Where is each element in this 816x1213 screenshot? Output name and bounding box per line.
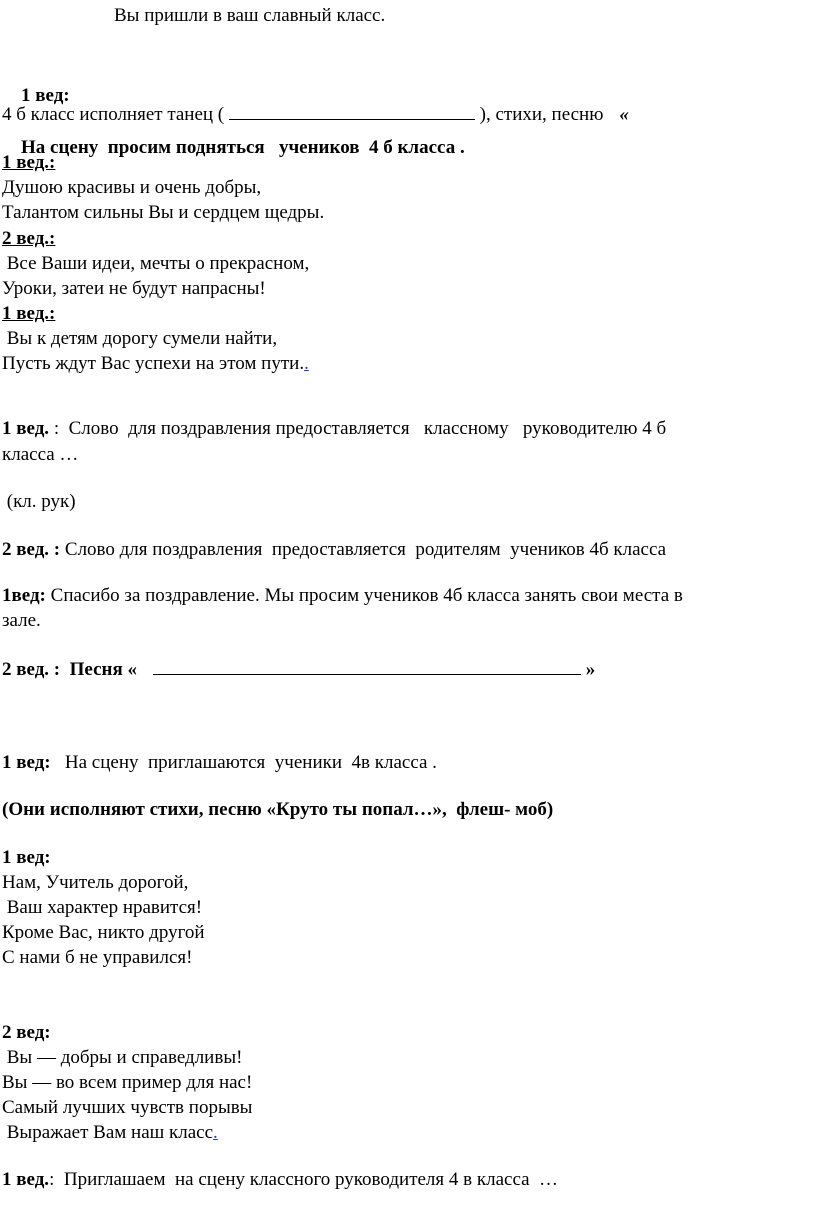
invite-text: : Приглашаем на сцену классного руководителя 4 в класса … xyxy=(49,1169,559,1190)
performance-note-4v: (Они исполняют стихи, песню «Круто ты попал…», флеш- моб) xyxy=(2,799,554,820)
open-quote: « xyxy=(619,104,629,125)
close-quote: » xyxy=(581,659,596,680)
poem3-line-text: Выражает Вам наш класс xyxy=(2,1122,214,1143)
dance-name-blank xyxy=(229,101,475,120)
teacher-speech-text: : Слово для поздравления предоставляется классному руководителю 4 б xyxy=(49,418,667,439)
speaker-label: 1 вед. xyxy=(2,418,50,439)
parents-speech xyxy=(2,537,666,563)
poem1-line: Вы к детям дорогу сумели найти, xyxy=(2,328,278,349)
speaker-label: 1 вед: xyxy=(2,752,51,773)
poem1-line: Уроки, затеи не будут напрасны! xyxy=(2,278,266,299)
poem3-line: Самый лучших чувств порывы xyxy=(2,1097,253,1118)
teacher-speech-line2: класса … xyxy=(2,444,79,465)
poem1-last-line xyxy=(2,351,309,377)
thanks-line1 xyxy=(2,583,683,609)
speaker-label: 1 вед. xyxy=(2,1169,50,1190)
song-line xyxy=(2,656,595,683)
poem1-tail-link[interactable]: . xyxy=(304,353,309,374)
opening-line: Вы пришли в ваш славный класс. xyxy=(114,5,386,26)
song-label: 2 вед. : Песня « xyxy=(2,659,137,680)
poem3-last-line xyxy=(2,1120,218,1146)
poem1-speaker-3: 1 вед.: xyxy=(2,303,56,324)
performance-text-pre: 4 б класс исполняет танец ( xyxy=(2,104,229,125)
poem1-line: Талантом сильны Вы и сердцем щедры. xyxy=(2,202,325,223)
poem3-line: Вы — во всем пример для нас! xyxy=(2,1072,253,1093)
invite-teacher-4v xyxy=(2,1167,558,1193)
poem1-speaker-2: 2 вед.: xyxy=(2,228,56,249)
parents-speech-text: Слово для поздравления предоставляется родителям учеников 4б класса xyxy=(60,539,667,560)
song-name-blank xyxy=(153,656,581,675)
poem2-line: Кроме Вас, никто другой xyxy=(2,922,205,943)
poem3-line: Вы — добры и справедливы! xyxy=(2,1047,243,1068)
announcement-text: На сцену просим подняться учеников 4 б класса . xyxy=(21,137,465,158)
poem3-tail-link[interactable]: . xyxy=(213,1122,218,1143)
performance-text-post: ), стихи, песню xyxy=(474,104,604,125)
poem2-line: Ваш характер нравится! xyxy=(2,897,203,918)
speaker-label: 2 вед. : xyxy=(2,539,61,560)
class-teacher-note: (кл. рук) xyxy=(2,491,76,512)
speaker-label: 1 вед: xyxy=(21,85,70,106)
poem2-line: Нам, Учитель дорогой, xyxy=(2,872,189,893)
speaker-label: 1вед: xyxy=(2,585,46,606)
poem1-line-text: Пусть ждут Вас успехи на этом пути. xyxy=(2,353,305,374)
announcement-4v xyxy=(2,750,437,776)
teacher-speech-line1 xyxy=(2,416,666,442)
thanks-text: Спасибо за поздравление. Мы просим учеников 4б класса занять свои места в xyxy=(45,585,683,606)
announcement-text: На сцену приглашаются ученики 4в класса . xyxy=(50,752,437,773)
poem2-speaker: 1 вед: xyxy=(2,847,51,868)
poem1-speaker-1: 1 вед.: xyxy=(2,152,56,173)
performance-line-4b xyxy=(2,101,629,128)
poem2-line: С нами б не управился! xyxy=(2,947,193,968)
poem1-line: Все Ваши идеи, мечты о прекрасном, xyxy=(2,253,310,274)
poem1-line: Душою красивы и очень добры, xyxy=(2,177,262,198)
poem3-speaker: 2 вед: xyxy=(2,1022,51,1043)
thanks-line2: зале. xyxy=(2,610,41,631)
